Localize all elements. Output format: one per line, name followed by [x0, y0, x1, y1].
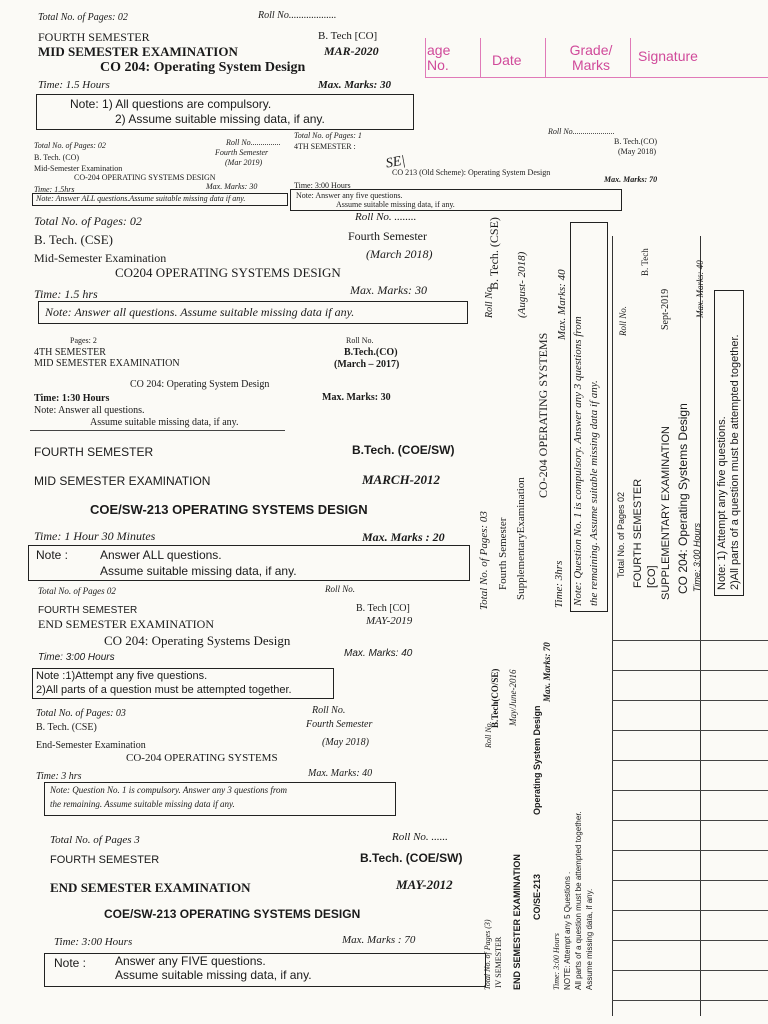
programme: B. Tech. (CSE): [36, 722, 97, 733]
note-line-2: Assume suitable missing data, if any.: [100, 564, 297, 578]
max-marks: Max. Marks: 30: [206, 182, 258, 191]
total-pages: Total No. of Pages 02: [38, 586, 116, 596]
programme: B.Tech. (COE/SW): [352, 443, 455, 457]
programme: B. Tech.(CO): [614, 137, 658, 146]
total-pages: Total No. of Pages: 03: [478, 511, 490, 610]
exam-date: (Mar 2019): [225, 158, 263, 167]
max-marks: Max. Marks: 30: [322, 392, 391, 403]
exam-name: Mid-Semester Examination: [34, 164, 123, 173]
time: Time: 3:00 Hours: [692, 523, 702, 592]
roll-no: Roll No.....................: [548, 127, 615, 136]
course-title: CO 204: Operating System Design: [130, 379, 270, 390]
semester: FOURTH SEMESTER: [50, 854, 160, 866]
date-header: Date: [492, 52, 522, 68]
max-marks: Max. Marks: 30: [350, 283, 427, 297]
exam-name: SupplementaryExamination: [515, 477, 527, 600]
max-marks: Max. Marks: 40: [695, 260, 705, 318]
signature-header: Signature: [638, 48, 698, 64]
time: Time: 3hrs: [553, 560, 565, 608]
note-line-1: Note: Question No. 1 is compulsory. Answer any 3 questions from: [572, 316, 584, 606]
programme: B. Tech: [640, 248, 650, 276]
programme: B. Tech. (CO): [34, 153, 80, 162]
exam-date: MAY-2019: [366, 615, 413, 627]
note-line-3: Assume missing data, if any.: [585, 888, 594, 990]
exam-name: SUPPLEMENTARY EXAMINATION: [660, 425, 672, 600]
max-marks: Max. Marks : 70: [342, 934, 416, 946]
note-line-1: Note: 1) All questions are compulsory.: [70, 97, 272, 111]
total-pages: Total No. of Pages: 1: [294, 131, 362, 140]
exam-name: END SEMESTER EXAMINATION: [38, 617, 214, 631]
total-pages: Total No. of Pages: 03: [36, 708, 126, 719]
roll-no: Roll No. ......: [392, 831, 448, 843]
exam-date: Sept-2019: [660, 288, 671, 330]
exam-name: MID SEMESTER EXAMINATION: [34, 358, 180, 369]
semester: Fourth Semester: [215, 148, 269, 157]
note-line-1: Note: 1) Attempt any five questions.: [716, 416, 728, 590]
semester: 4TH SEMESTER :: [294, 142, 356, 151]
max-marks: Max. Marks : 20: [362, 530, 445, 544]
semester: 4TH SEMESTER: [34, 347, 106, 358]
course-title: CO-204 OPERATING SYSTEMS: [536, 332, 550, 498]
roll-no: Roll No.: [484, 721, 493, 748]
exam-date: MAY-2012: [396, 877, 453, 892]
course-title: CO 204: Operating System Design: [100, 60, 306, 75]
course-title: COE/SW-213 OPERATING SYSTEMS DESIGN: [90, 502, 368, 517]
semester: Fourth Semester: [306, 719, 373, 730]
programme: B. Tech [CO]: [356, 603, 410, 614]
semester: Fourth Semester: [497, 517, 509, 590]
max-marks: Max. Marks: 30: [318, 79, 392, 91]
note-line-2: the remaining. Assume suitable missing data if any.: [50, 799, 235, 809]
note-line-2: Assume suitable missing data, if any.: [115, 968, 312, 982]
course-title: CO 204: Operating Systems Design: [104, 633, 291, 648]
programme: B. Tech. (CSE): [487, 217, 501, 290]
roll-no: Roll No...............: [226, 138, 281, 147]
note-line-2: All parts of a question must be attempted together.: [574, 811, 583, 990]
course-title: CO-204 OPERATING SYSTEMS: [126, 752, 278, 764]
course-title: CO 213 (Old Scheme): Operating System Design: [392, 168, 551, 177]
total-pages: Total No. of Pages 3: [50, 834, 140, 846]
roll-no: Roll No.: [618, 305, 628, 336]
exam-date: MAR-2020: [324, 44, 379, 58]
note-line-1: Answer ALL questions.: [100, 548, 222, 562]
note-line-2: Assume suitable missing data, if any.: [90, 417, 239, 428]
roll-no: Roll No.: [325, 584, 356, 594]
programme: B. Tech [CO]: [318, 30, 378, 42]
semester: FOURTH SEMESTER: [632, 478, 644, 588]
time: Time: 3 hrs: [36, 771, 82, 782]
course-title: CO204 OPERATING SYSTEMS DESIGN: [115, 265, 341, 280]
total-pages: Total No. of Pages: 02: [34, 214, 142, 228]
note: Note: Answer ALL questions.Assume suitable missing data if any.: [36, 194, 246, 203]
total-pages: Total No. of Pages (3): [483, 919, 492, 990]
time: Time: 3:00 Hours: [552, 933, 561, 990]
programme: B.Tech(CO/SE): [490, 668, 500, 728]
note-line-1: Note :1)Attempt any five questions.: [36, 670, 208, 682]
exam-date: (March – 2017): [334, 359, 400, 370]
page-no-header: age No.: [427, 42, 451, 73]
time: Time: 1.5 Hours: [38, 79, 110, 91]
semester: IV SEMESTER: [494, 936, 503, 988]
semester: Fourth Semester: [348, 229, 427, 243]
note-line-1: Note: Question No. 1 is compulsory. Answer any 3 questions from: [50, 785, 287, 795]
exam-date: (March 2018): [366, 247, 433, 261]
roll-no: Roll No.: [346, 336, 374, 345]
semester: FOURTH SEMESTER: [34, 445, 154, 459]
exam-name: END SEMESTER EXAMINATION: [512, 854, 522, 990]
time: Time: 3:00 Hours: [54, 936, 133, 948]
total-pages: Total No. of Pages 02: [616, 491, 626, 578]
total-pages: Total No. of Pages: 02: [34, 141, 106, 150]
exam-date: May/June-2016: [508, 669, 518, 726]
max-marks: Max. Marks: 40: [556, 269, 568, 340]
course-title: Operating System Design: [532, 705, 542, 815]
course-title: CO-204 OPERATING SYSTEMS DESIGN: [74, 173, 216, 182]
time: Time: 1.5hrs: [34, 185, 75, 194]
programme-2: [CO]: [646, 565, 658, 588]
note-line-1: Note: Answer any five questions.: [296, 191, 403, 200]
note-line-2: 2)All parts of a question must be attempted together.: [729, 334, 741, 590]
exam-date: MARCH-2012: [362, 472, 441, 487]
total-pages: Pages: 2: [70, 336, 97, 345]
total-pages: Total No. of Pages: 02: [38, 12, 128, 23]
programme: B. Tech. (CSE): [34, 232, 114, 247]
note-line-2: 2)All parts of a question must be attempted together.: [36, 684, 292, 696]
max-marks: Max. Marks: 40: [308, 768, 373, 779]
exam-name: End-Semester Examination: [36, 740, 146, 751]
grade-header: Grade/ Marks: [569, 42, 613, 73]
semester: FOURTH SEMESTER: [38, 605, 138, 616]
note-line-1: NOTE: Attempt any 5 Questions .: [563, 871, 572, 990]
note-line-2: 2) Assume suitable missing data, if any.: [115, 112, 325, 126]
note: Note: Answer all questions. Assume suitable missing data if any.: [45, 305, 355, 319]
exam-name: MID SEMESTER EXAMINATION: [34, 474, 211, 488]
time: Time: 1 Hour 30 Minutes: [34, 529, 156, 543]
handwritten-mark: SE|: [384, 153, 407, 172]
time: Time: 1:30 Hours: [34, 393, 110, 404]
note-line-1: Answer any FIVE questions.: [115, 954, 266, 968]
exam-date: (August- 2018): [516, 251, 528, 318]
note-line-2: the remaining. Assume suitable missing data if any.: [588, 380, 600, 606]
time: Time: 1.5 hrs: [34, 287, 98, 301]
programme: B.Tech. (COE/SW): [360, 851, 463, 865]
exam-name: MID SEMESTER EXAMINATION: [38, 44, 238, 59]
roll-no: Roll No.: [484, 284, 495, 318]
note-label: Note :: [36, 548, 69, 562]
note-line-1: Note: Answer all questions.: [34, 405, 145, 416]
roll-no: Roll No.: [312, 705, 346, 716]
max-marks: Max. Marks: 70: [604, 175, 658, 184]
exam-name: Mid-Semester Examination: [34, 251, 167, 265]
roll-no: Roll No. ........: [355, 211, 417, 223]
roll-no: Roll No...................: [258, 10, 337, 21]
course-code: CO/SE-213: [532, 873, 542, 920]
note-line-2: Assume suitable missing data, if any.: [336, 200, 455, 209]
time: Time: 3:00 Hours: [38, 652, 115, 663]
exam-date: (May 2018): [618, 147, 656, 156]
note-label: Note :: [54, 956, 87, 970]
semester: FOURTH SEMESTER: [38, 30, 150, 44]
max-marks: Max. Marks: 40: [344, 648, 413, 659]
course-title: COE/SW-213 OPERATING SYSTEMS DESIGN: [104, 907, 361, 921]
exam-name: END SEMESTER EXAMINATION: [50, 880, 251, 895]
time: Time: 3:00 Hours: [294, 181, 351, 190]
course-title: CO 204: Operating Systems Design: [676, 403, 690, 594]
programme: B.Tech.(CO): [344, 347, 398, 358]
exam-date: (May 2018): [322, 737, 369, 748]
max-marks: Max. Marks: 70: [542, 642, 552, 702]
